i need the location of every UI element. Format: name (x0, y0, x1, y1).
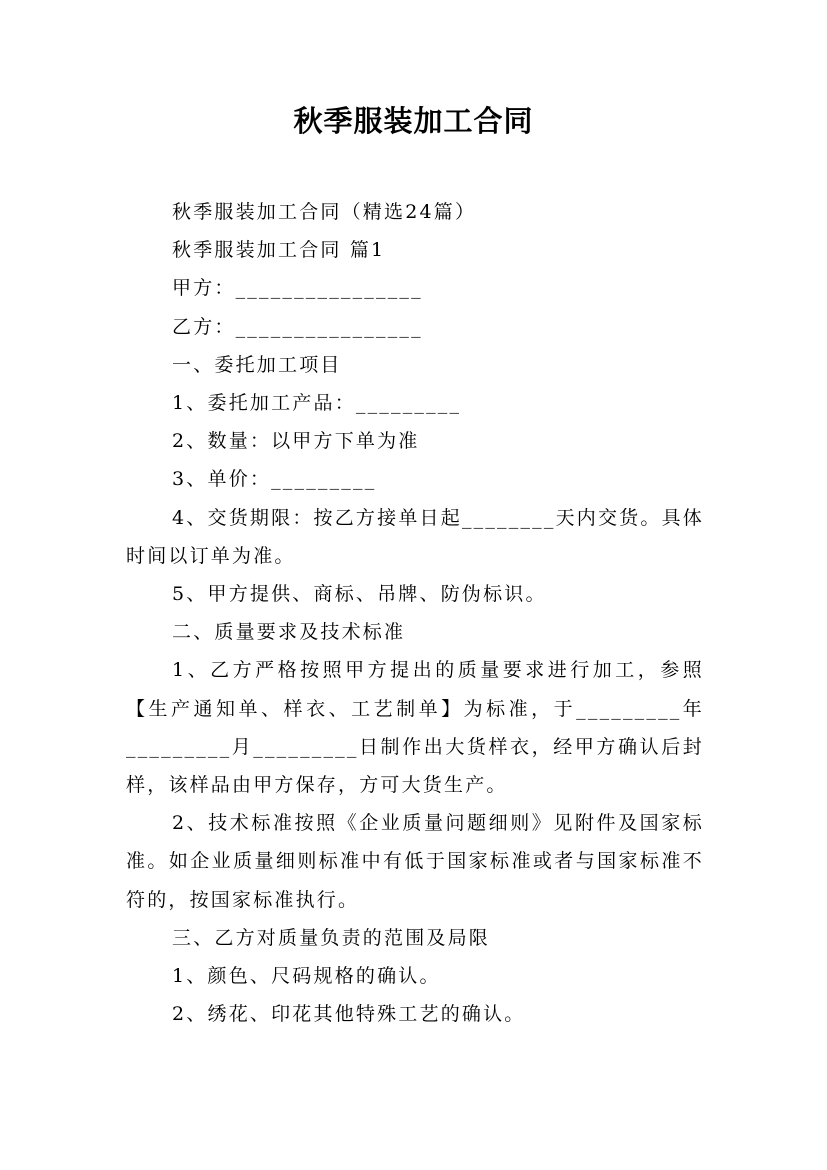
paragraph-item: 2、数量：以甲方下单为准 (172, 430, 420, 453)
paragraph-item: 1、委托加工产品：_________ (172, 392, 462, 415)
document-title: 秋季服装加工合同 (293, 104, 534, 138)
paragraph-item: 4、交货期限：按乙方接单日起________天内交货。具体时间以订单为准。 (126, 506, 704, 567)
paragraph-party-a: 甲方：________________ (172, 277, 423, 300)
paragraph-heading-2: 二、质量要求及技术标准 (172, 621, 406, 644)
paragraph-heading-3: 三、乙方对质量负责的范围及局限 (172, 926, 491, 949)
paragraph-item: 3、单价：_________ (172, 468, 377, 491)
paragraph-item: 2、技术标准按照《企业质量问题细则》见附件及国家标准。如企业质量细则标准中有低于国家标准或者与国家标准不符的，按国家标准执行。 (126, 812, 704, 911)
paragraph-section-heading: 秋季服装加工合同 篇1 (172, 239, 386, 262)
paragraph-item: 2、绣花、印花其他特殊工艺的确认。 (172, 1003, 526, 1026)
paragraph-item: 1、颜色、尺码规格的确认。 (172, 965, 441, 988)
paragraph-heading-1: 一、委托加工项目 (172, 353, 342, 376)
paragraph-subtitle: 秋季服装加工合同（精选24篇） (172, 201, 477, 223)
paragraph-party-b: 乙方：________________ (172, 315, 423, 338)
document-body (126, 193, 704, 1033)
paragraph-item: 1、乙方严格按照甲方提出的质量要求进行加工，参照【生产通知单、样衣、工艺制单】为标准，于_________年_________月_________日制作出大货样衣，经甲方确认后封样，该样品由甲方保存，方可大货生产。 (126, 659, 704, 797)
paragraph-item: 5、甲方提供、商标、吊牌、防伪标识。 (172, 583, 547, 606)
